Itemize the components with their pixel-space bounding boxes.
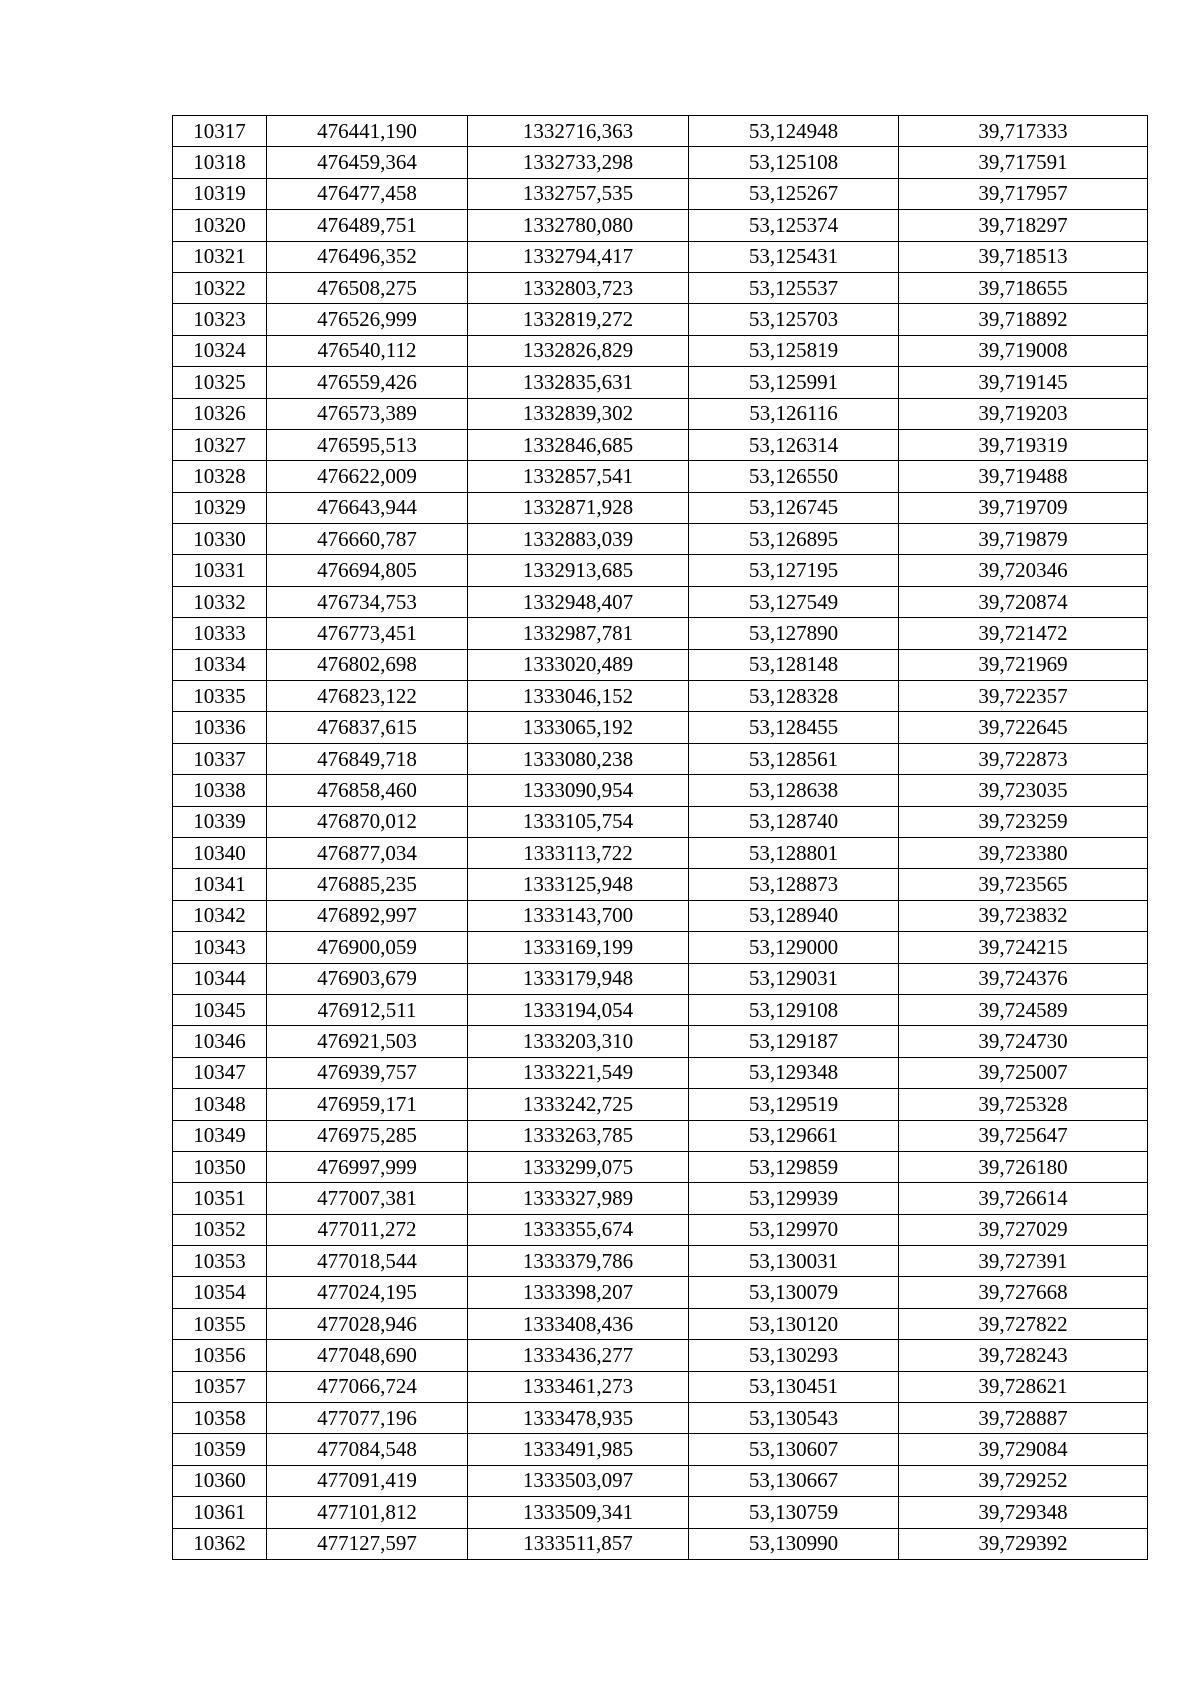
x-coordinate-cell: 476526,999 xyxy=(267,304,468,335)
table-row xyxy=(173,586,1148,617)
x-coordinate-cell: 476858,460 xyxy=(267,775,468,806)
point-number-cell: 10357 xyxy=(173,1371,267,1402)
y-coordinate-cell: 1332835,631 xyxy=(468,367,689,398)
point-number-cell: 10348 xyxy=(173,1089,267,1120)
table-row xyxy=(173,618,1148,649)
latitude-cell: 53,129519 xyxy=(689,1089,899,1120)
table-row xyxy=(173,681,1148,712)
table-row xyxy=(173,1497,1148,1528)
longitude-cell: 39,720874 xyxy=(899,586,1148,617)
table-row xyxy=(173,272,1148,303)
latitude-cell: 53,129000 xyxy=(689,932,899,963)
point-number-cell: 10358 xyxy=(173,1403,267,1434)
table-row xyxy=(173,1465,1148,1496)
point-number-cell: 10354 xyxy=(173,1277,267,1308)
y-coordinate-cell: 1333503,097 xyxy=(468,1465,689,1496)
longitude-cell: 39,722357 xyxy=(899,681,1148,712)
point-number-cell: 10329 xyxy=(173,492,267,523)
longitude-cell: 39,723259 xyxy=(899,806,1148,837)
latitude-cell: 53,126550 xyxy=(689,461,899,492)
table-row xyxy=(173,775,1148,806)
table-row xyxy=(173,900,1148,931)
x-coordinate-cell: 476595,513 xyxy=(267,429,468,460)
longitude-cell: 39,729252 xyxy=(899,1465,1148,1496)
y-coordinate-cell: 1333105,754 xyxy=(468,806,689,837)
table-row xyxy=(173,1340,1148,1371)
longitude-cell: 39,725328 xyxy=(899,1089,1148,1120)
y-coordinate-cell: 1332716,363 xyxy=(468,116,689,147)
y-coordinate-cell: 1333478,935 xyxy=(468,1403,689,1434)
longitude-cell: 39,723565 xyxy=(899,869,1148,900)
table-row xyxy=(173,178,1148,209)
y-coordinate-cell: 1333221,549 xyxy=(468,1057,689,1088)
x-coordinate-cell: 476489,751 xyxy=(267,210,468,241)
longitude-cell: 39,729392 xyxy=(899,1528,1148,1559)
longitude-cell: 39,719008 xyxy=(899,335,1148,366)
table-row xyxy=(173,1026,1148,1057)
longitude-cell: 39,725007 xyxy=(899,1057,1148,1088)
x-coordinate-cell: 476939,757 xyxy=(267,1057,468,1088)
latitude-cell: 53,125374 xyxy=(689,210,899,241)
longitude-cell: 39,717591 xyxy=(899,147,1148,178)
x-coordinate-cell: 477048,690 xyxy=(267,1340,468,1371)
longitude-cell: 39,718297 xyxy=(899,210,1148,241)
y-coordinate-cell: 1333398,207 xyxy=(468,1277,689,1308)
x-coordinate-cell: 476559,426 xyxy=(267,367,468,398)
point-number-cell: 10355 xyxy=(173,1308,267,1339)
point-number-cell: 10333 xyxy=(173,618,267,649)
point-number-cell: 10352 xyxy=(173,1214,267,1245)
point-number-cell: 10317 xyxy=(173,116,267,147)
x-coordinate-cell: 477024,195 xyxy=(267,1277,468,1308)
y-coordinate-cell: 1333065,192 xyxy=(468,712,689,743)
table-row xyxy=(173,869,1148,900)
latitude-cell: 53,128148 xyxy=(689,649,899,680)
table-row xyxy=(173,1277,1148,1308)
longitude-cell: 39,724215 xyxy=(899,932,1148,963)
longitude-cell: 39,719709 xyxy=(899,492,1148,523)
y-coordinate-cell: 1333491,985 xyxy=(468,1434,689,1465)
latitude-cell: 53,125703 xyxy=(689,304,899,335)
longitude-cell: 39,718892 xyxy=(899,304,1148,335)
point-number-cell: 10323 xyxy=(173,304,267,335)
longitude-cell: 39,725647 xyxy=(899,1120,1148,1151)
latitude-cell: 53,128638 xyxy=(689,775,899,806)
x-coordinate-cell: 476877,034 xyxy=(267,837,468,868)
point-number-cell: 10338 xyxy=(173,775,267,806)
y-coordinate-cell: 1333020,489 xyxy=(468,649,689,680)
x-coordinate-cell: 476573,389 xyxy=(267,398,468,429)
table-row xyxy=(173,963,1148,994)
longitude-cell: 39,719488 xyxy=(899,461,1148,492)
x-coordinate-cell: 477018,544 xyxy=(267,1246,468,1277)
y-coordinate-cell: 1332819,272 xyxy=(468,304,689,335)
y-coordinate-cell: 1333169,199 xyxy=(468,932,689,963)
x-coordinate-cell: 476477,458 xyxy=(267,178,468,209)
latitude-cell: 53,124948 xyxy=(689,116,899,147)
point-number-cell: 10318 xyxy=(173,147,267,178)
y-coordinate-cell: 1332839,302 xyxy=(468,398,689,429)
x-coordinate-cell: 476921,503 xyxy=(267,1026,468,1057)
latitude-cell: 53,130990 xyxy=(689,1528,899,1559)
point-number-cell: 10359 xyxy=(173,1434,267,1465)
longitude-cell: 39,720346 xyxy=(899,555,1148,586)
x-coordinate-cell: 476540,112 xyxy=(267,335,468,366)
latitude-cell: 53,125537 xyxy=(689,272,899,303)
point-number-cell: 10347 xyxy=(173,1057,267,1088)
point-number-cell: 10321 xyxy=(173,241,267,272)
longitude-cell: 39,724730 xyxy=(899,1026,1148,1057)
x-coordinate-cell: 477007,381 xyxy=(267,1183,468,1214)
y-coordinate-cell: 1332857,541 xyxy=(468,461,689,492)
latitude-cell: 53,130293 xyxy=(689,1340,899,1371)
point-number-cell: 10349 xyxy=(173,1120,267,1151)
longitude-cell: 39,719879 xyxy=(899,524,1148,555)
longitude-cell: 39,719203 xyxy=(899,398,1148,429)
table-row xyxy=(173,555,1148,586)
x-coordinate-cell: 476694,805 xyxy=(267,555,468,586)
table-row xyxy=(173,743,1148,774)
latitude-cell: 53,128455 xyxy=(689,712,899,743)
latitude-cell: 53,129970 xyxy=(689,1214,899,1245)
x-coordinate-cell: 476885,235 xyxy=(267,869,468,900)
point-number-cell: 10334 xyxy=(173,649,267,680)
table-row xyxy=(173,1528,1148,1559)
table-row xyxy=(173,1214,1148,1245)
y-coordinate-cell: 1333179,948 xyxy=(468,963,689,994)
x-coordinate-cell: 476459,364 xyxy=(267,147,468,178)
latitude-cell: 53,128940 xyxy=(689,900,899,931)
y-coordinate-cell: 1332794,417 xyxy=(468,241,689,272)
longitude-cell: 39,724376 xyxy=(899,963,1148,994)
y-coordinate-cell: 1333125,948 xyxy=(468,869,689,900)
y-coordinate-cell: 1333379,786 xyxy=(468,1246,689,1277)
point-number-cell: 10341 xyxy=(173,869,267,900)
x-coordinate-cell: 476802,698 xyxy=(267,649,468,680)
x-coordinate-cell: 477084,548 xyxy=(267,1434,468,1465)
x-coordinate-cell: 476734,753 xyxy=(267,586,468,617)
longitude-cell: 39,727668 xyxy=(899,1277,1148,1308)
table-row xyxy=(173,210,1148,241)
longitude-cell: 39,728243 xyxy=(899,1340,1148,1371)
table-row xyxy=(173,649,1148,680)
latitude-cell: 53,128561 xyxy=(689,743,899,774)
x-coordinate-cell: 477091,419 xyxy=(267,1465,468,1496)
latitude-cell: 53,126116 xyxy=(689,398,899,429)
latitude-cell: 53,130451 xyxy=(689,1371,899,1402)
table-row xyxy=(173,1403,1148,1434)
longitude-cell: 39,723832 xyxy=(899,900,1148,931)
longitude-cell: 39,723380 xyxy=(899,837,1148,868)
x-coordinate-cell: 476900,059 xyxy=(267,932,468,963)
longitude-cell: 39,718513 xyxy=(899,241,1148,272)
x-coordinate-cell: 476643,944 xyxy=(267,492,468,523)
table-row xyxy=(173,1371,1148,1402)
point-number-cell: 10343 xyxy=(173,932,267,963)
table-row xyxy=(173,837,1148,868)
table-row xyxy=(173,932,1148,963)
latitude-cell: 53,130759 xyxy=(689,1497,899,1528)
latitude-cell: 53,127195 xyxy=(689,555,899,586)
y-coordinate-cell: 1332803,723 xyxy=(468,272,689,303)
latitude-cell: 53,129939 xyxy=(689,1183,899,1214)
x-coordinate-cell: 476441,190 xyxy=(267,116,468,147)
table-row xyxy=(173,712,1148,743)
point-number-cell: 10327 xyxy=(173,429,267,460)
point-number-cell: 10320 xyxy=(173,210,267,241)
y-coordinate-cell: 1333461,273 xyxy=(468,1371,689,1402)
y-coordinate-cell: 1333436,277 xyxy=(468,1340,689,1371)
latitude-cell: 53,125108 xyxy=(689,147,899,178)
table-row xyxy=(173,806,1148,837)
latitude-cell: 53,130120 xyxy=(689,1308,899,1339)
latitude-cell: 53,130031 xyxy=(689,1246,899,1277)
table-row xyxy=(173,994,1148,1025)
point-number-cell: 10331 xyxy=(173,555,267,586)
latitude-cell: 53,125991 xyxy=(689,367,899,398)
point-number-cell: 10350 xyxy=(173,1151,267,1182)
point-number-cell: 10319 xyxy=(173,178,267,209)
longitude-cell: 39,717333 xyxy=(899,116,1148,147)
point-number-cell: 10353 xyxy=(173,1246,267,1277)
latitude-cell: 53,130607 xyxy=(689,1434,899,1465)
y-coordinate-cell: 1332826,829 xyxy=(468,335,689,366)
table-row xyxy=(173,1120,1148,1151)
latitude-cell: 53,125819 xyxy=(689,335,899,366)
x-coordinate-cell: 476823,122 xyxy=(267,681,468,712)
point-number-cell: 10361 xyxy=(173,1497,267,1528)
table-row xyxy=(173,1183,1148,1214)
x-coordinate-cell: 477101,812 xyxy=(267,1497,468,1528)
point-number-cell: 10346 xyxy=(173,1026,267,1057)
latitude-cell: 53,130667 xyxy=(689,1465,899,1496)
point-number-cell: 10325 xyxy=(173,367,267,398)
table-row xyxy=(173,147,1148,178)
y-coordinate-cell: 1333194,054 xyxy=(468,994,689,1025)
table-row xyxy=(173,304,1148,335)
x-coordinate-cell: 476892,997 xyxy=(267,900,468,931)
latitude-cell: 53,125267 xyxy=(689,178,899,209)
longitude-cell: 39,729348 xyxy=(899,1497,1148,1528)
x-coordinate-cell: 476975,285 xyxy=(267,1120,468,1151)
x-coordinate-cell: 477028,946 xyxy=(267,1308,468,1339)
y-coordinate-cell: 1333090,954 xyxy=(468,775,689,806)
latitude-cell: 53,128873 xyxy=(689,869,899,900)
table-row xyxy=(173,367,1148,398)
longitude-cell: 39,723035 xyxy=(899,775,1148,806)
table-row xyxy=(173,429,1148,460)
longitude-cell: 39,727822 xyxy=(899,1308,1148,1339)
x-coordinate-cell: 476912,511 xyxy=(267,994,468,1025)
longitude-cell: 39,728887 xyxy=(899,1403,1148,1434)
y-coordinate-cell: 1332733,298 xyxy=(468,147,689,178)
y-coordinate-cell: 1333511,857 xyxy=(468,1528,689,1559)
point-number-cell: 10356 xyxy=(173,1340,267,1371)
longitude-cell: 39,727029 xyxy=(899,1214,1148,1245)
latitude-cell: 53,130079 xyxy=(689,1277,899,1308)
x-coordinate-cell: 476660,787 xyxy=(267,524,468,555)
point-number-cell: 10351 xyxy=(173,1183,267,1214)
longitude-cell: 39,721472 xyxy=(899,618,1148,649)
point-number-cell: 10324 xyxy=(173,335,267,366)
table-row xyxy=(173,1246,1148,1277)
latitude-cell: 53,125431 xyxy=(689,241,899,272)
y-coordinate-cell: 1333203,310 xyxy=(468,1026,689,1057)
latitude-cell: 53,130543 xyxy=(689,1403,899,1434)
longitude-cell: 39,726180 xyxy=(899,1151,1148,1182)
longitude-cell: 39,724589 xyxy=(899,994,1148,1025)
x-coordinate-cell: 476849,718 xyxy=(267,743,468,774)
latitude-cell: 53,128801 xyxy=(689,837,899,868)
point-number-cell: 10339 xyxy=(173,806,267,837)
point-number-cell: 10336 xyxy=(173,712,267,743)
y-coordinate-cell: 1333355,674 xyxy=(468,1214,689,1245)
y-coordinate-cell: 1333263,785 xyxy=(468,1120,689,1151)
longitude-cell: 39,717957 xyxy=(899,178,1148,209)
y-coordinate-cell: 1333143,700 xyxy=(468,900,689,931)
latitude-cell: 53,126895 xyxy=(689,524,899,555)
point-number-cell: 10326 xyxy=(173,398,267,429)
latitude-cell: 53,129661 xyxy=(689,1120,899,1151)
y-coordinate-cell: 1332871,928 xyxy=(468,492,689,523)
y-coordinate-cell: 1333113,722 xyxy=(468,837,689,868)
x-coordinate-cell: 477011,272 xyxy=(267,1214,468,1245)
table-row xyxy=(173,335,1148,366)
point-number-cell: 10330 xyxy=(173,524,267,555)
longitude-cell: 39,728621 xyxy=(899,1371,1148,1402)
x-coordinate-cell: 476508,275 xyxy=(267,272,468,303)
latitude-cell: 53,129108 xyxy=(689,994,899,1025)
x-coordinate-cell: 476997,999 xyxy=(267,1151,468,1182)
longitude-cell: 39,719319 xyxy=(899,429,1148,460)
longitude-cell: 39,726614 xyxy=(899,1183,1148,1214)
y-coordinate-cell: 1333509,341 xyxy=(468,1497,689,1528)
x-coordinate-cell: 477077,196 xyxy=(267,1403,468,1434)
point-number-cell: 10345 xyxy=(173,994,267,1025)
longitude-cell: 39,719145 xyxy=(899,367,1148,398)
longitude-cell: 39,722645 xyxy=(899,712,1148,743)
longitude-cell: 39,718655 xyxy=(899,272,1148,303)
table-row xyxy=(173,241,1148,272)
point-number-cell: 10335 xyxy=(173,681,267,712)
table-row xyxy=(173,524,1148,555)
table-row xyxy=(173,1089,1148,1120)
y-coordinate-cell: 1333242,725 xyxy=(468,1089,689,1120)
table-row xyxy=(173,492,1148,523)
longitude-cell: 39,727391 xyxy=(899,1246,1148,1277)
latitude-cell: 53,129348 xyxy=(689,1057,899,1088)
x-coordinate-cell: 476903,679 xyxy=(267,963,468,994)
table-row xyxy=(173,1308,1148,1339)
x-coordinate-cell: 476496,352 xyxy=(267,241,468,272)
coordinates-table-body xyxy=(173,116,1148,1560)
latitude-cell: 53,126745 xyxy=(689,492,899,523)
latitude-cell: 53,127890 xyxy=(689,618,899,649)
y-coordinate-cell: 1332883,039 xyxy=(468,524,689,555)
y-coordinate-cell: 1332913,685 xyxy=(468,555,689,586)
table-row xyxy=(173,1057,1148,1088)
table-row xyxy=(173,1434,1148,1465)
x-coordinate-cell: 476622,009 xyxy=(267,461,468,492)
point-number-cell: 10328 xyxy=(173,461,267,492)
x-coordinate-cell: 477066,724 xyxy=(267,1371,468,1402)
x-coordinate-cell: 476870,012 xyxy=(267,806,468,837)
y-coordinate-cell: 1332948,407 xyxy=(468,586,689,617)
table-row xyxy=(173,398,1148,429)
y-coordinate-cell: 1332846,685 xyxy=(468,429,689,460)
latitude-cell: 53,127549 xyxy=(689,586,899,617)
longitude-cell: 39,722873 xyxy=(899,743,1148,774)
coordinates-table xyxy=(172,115,1148,1560)
y-coordinate-cell: 1332757,535 xyxy=(468,178,689,209)
x-coordinate-cell: 476837,615 xyxy=(267,712,468,743)
longitude-cell: 39,729084 xyxy=(899,1434,1148,1465)
point-number-cell: 10340 xyxy=(173,837,267,868)
latitude-cell: 53,129187 xyxy=(689,1026,899,1057)
y-coordinate-cell: 1333046,152 xyxy=(468,681,689,712)
y-coordinate-cell: 1333299,075 xyxy=(468,1151,689,1182)
point-number-cell: 10337 xyxy=(173,743,267,774)
latitude-cell: 53,128328 xyxy=(689,681,899,712)
point-number-cell: 10332 xyxy=(173,586,267,617)
latitude-cell: 53,129031 xyxy=(689,963,899,994)
table-row xyxy=(173,1151,1148,1182)
latitude-cell: 53,128740 xyxy=(689,806,899,837)
point-number-cell: 10342 xyxy=(173,900,267,931)
point-number-cell: 10322 xyxy=(173,272,267,303)
x-coordinate-cell: 477127,597 xyxy=(267,1528,468,1559)
latitude-cell: 53,129859 xyxy=(689,1151,899,1182)
table-row xyxy=(173,461,1148,492)
y-coordinate-cell: 1332987,781 xyxy=(468,618,689,649)
y-coordinate-cell: 1332780,080 xyxy=(468,210,689,241)
point-number-cell: 10344 xyxy=(173,963,267,994)
x-coordinate-cell: 476773,451 xyxy=(267,618,468,649)
latitude-cell: 53,126314 xyxy=(689,429,899,460)
point-number-cell: 10362 xyxy=(173,1528,267,1559)
point-number-cell: 10360 xyxy=(173,1465,267,1496)
y-coordinate-cell: 1333408,436 xyxy=(468,1308,689,1339)
longitude-cell: 39,721969 xyxy=(899,649,1148,680)
y-coordinate-cell: 1333080,238 xyxy=(468,743,689,774)
x-coordinate-cell: 476959,171 xyxy=(267,1089,468,1120)
y-coordinate-cell: 1333327,989 xyxy=(468,1183,689,1214)
table-row xyxy=(173,116,1148,147)
